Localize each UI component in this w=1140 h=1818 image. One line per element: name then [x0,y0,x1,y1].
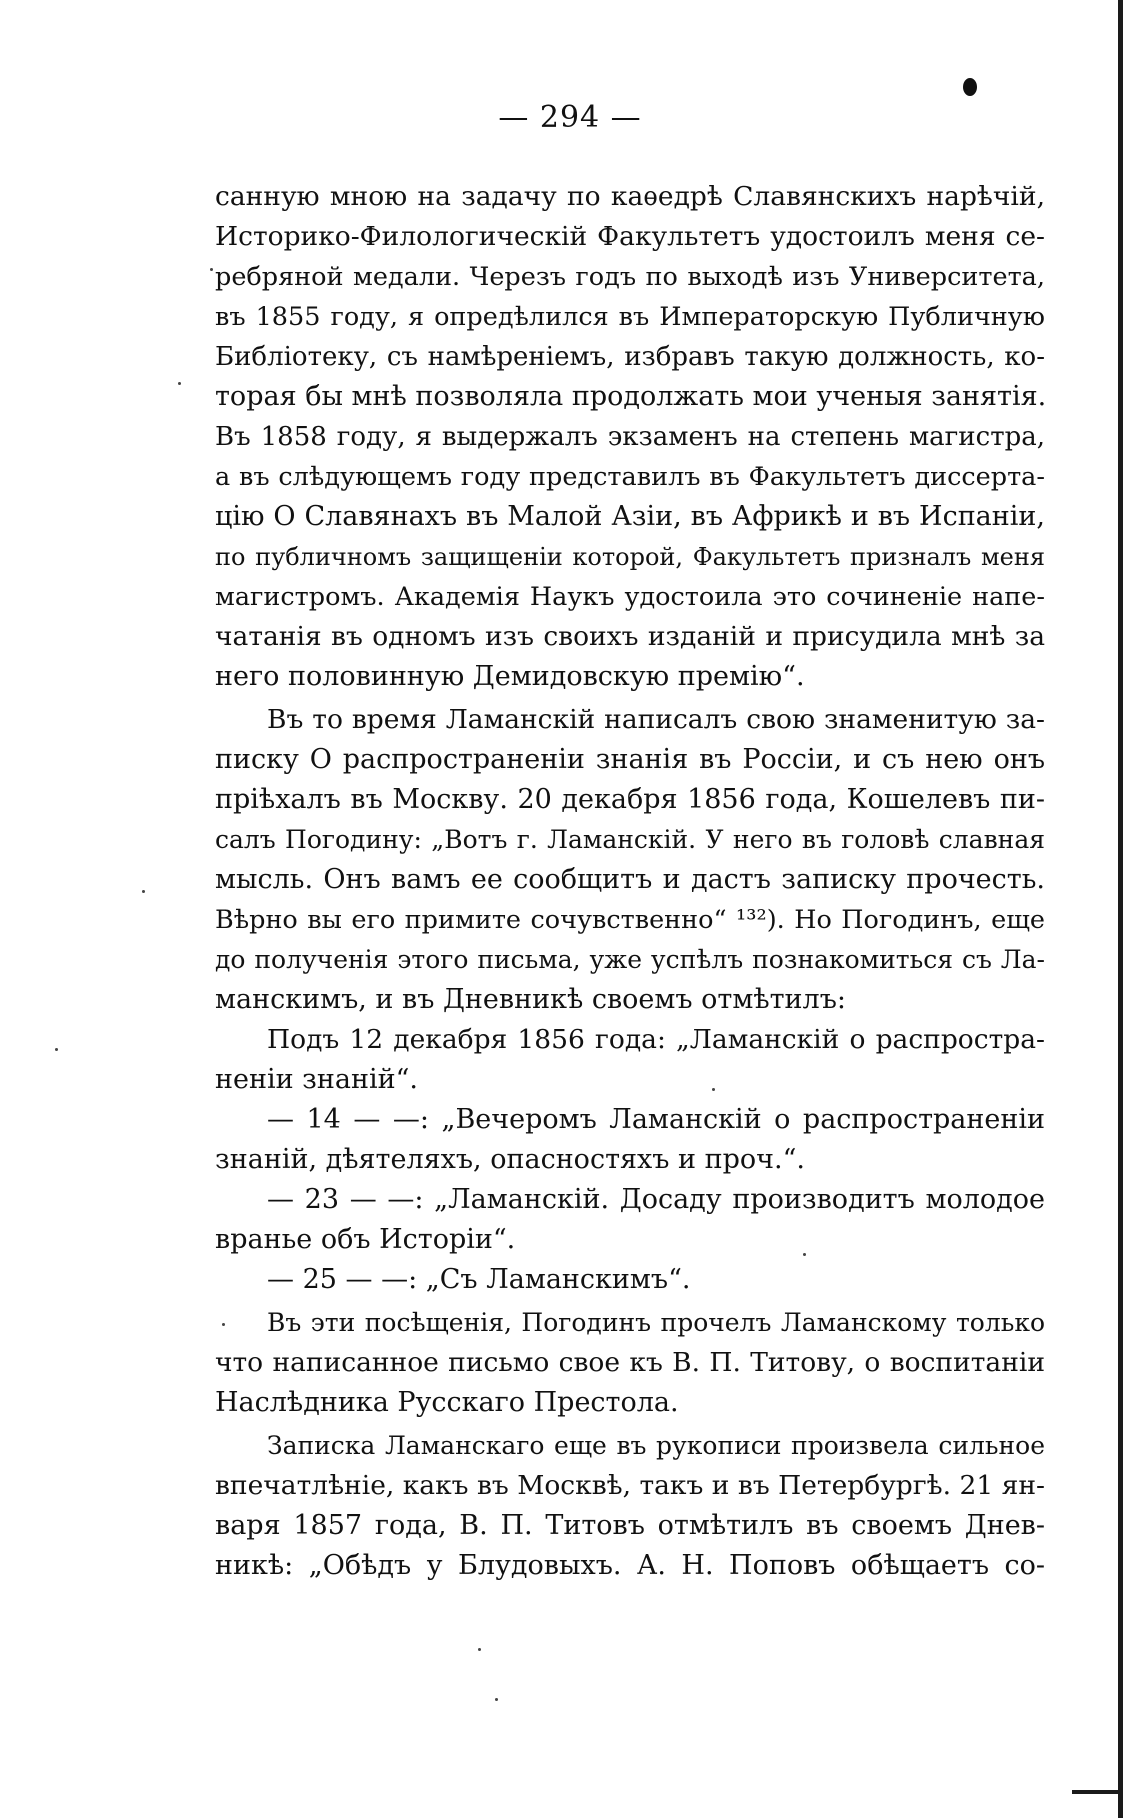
text-line: знаній, дѣятеляхъ, опасностяхъ и проч.“. [215,1144,805,1175]
text-line: варя 1857 года, В. П. Титовъ отмѣтилъ въ своемъ Днев- [215,1510,1045,1541]
text-line: — 25 — —: „Съ Ламанскимъ“. [267,1264,691,1295]
text-line: санную мною на задачу по каѳедрѣ Славянскихъ нарѣчій, [215,181,1045,212]
speck [178,382,181,385]
text-line: мысль. Онъ вамъ ее сообщитъ и дастъ записку прочесть. [215,864,1045,895]
text-line: торая бы мнѣ позволяла продолжать мои ученыя занятія. [215,381,1047,412]
speck [478,1648,481,1651]
ink-blot [963,78,977,96]
page-number: — 294 — [498,100,642,135]
text-line: по публичномъ защищеніи которой, Факультетъ призналъ меня [215,543,1045,571]
text-line: магистромъ. Академія Наукъ удостоила это сочиненіе напе- [215,582,1045,612]
text-line: Записка Ламанскаго еще въ рукописи произвела сильное [267,1431,1045,1460]
speck [55,1048,58,1051]
text-line: никѣ: „Обѣдъ у Блудовыхъ. А. Н. Поповъ обѣщаетъ со- [215,1550,1045,1581]
text-line: Въ то время Ламанскій написалъ свою знаменитую за- [267,704,1045,735]
text-line: манскимъ, и въ Дневникѣ своемъ отмѣтилъ: [215,984,846,1015]
text-line: салъ Погодину: „Вотъ г. Ламанскій. У него въ головѣ славная [215,825,1045,854]
text-line: Вѣрно вы его примите сочувственно“ ¹³²). Но Погодинъ, еще [215,905,1045,935]
text-line: Историко-Филологическій Факультетъ удостоилъ меня се- [215,221,1045,252]
text-line: что написанное письмо свое къ В. П. Титову, о воспитаніи [215,1347,1045,1378]
text-line: Библіотеку, съ намѣреніемъ, избравъ такую должность, ко- [215,342,1045,372]
text-line: въ 1855 году, я опредѣлился въ Императорскую Публичную [215,302,1045,332]
text-line: Наслѣдника Русскаго Престола. [215,1387,679,1418]
text-line: вранье объ Исторіи“. [215,1224,516,1255]
speck [495,1698,498,1701]
text-line: чатанія въ одномъ изъ своихъ изданій и присудила мнѣ за [215,621,1045,652]
page-edge-shadow [1118,0,1123,1818]
text-line: писку О распространеніи знанія въ Россіи, и съ нею онъ [215,744,1045,775]
text-line: цію О Славянахъ въ Малой Азіи, въ Африкѣ и въ Испаніи, [215,501,1045,532]
speck [210,268,213,271]
text-line: Подъ 12 декабря 1856 года: „Ламанскій о распростра- [267,1024,1045,1055]
speck [142,890,145,893]
text-line: пріѣхалъ въ Москву. 20 декабря 1856 года, Кошелевъ пи- [215,784,1045,815]
text-line: Въ эти посѣщенія, Погодинъ прочелъ Ламанскому только [267,1308,1045,1337]
text-line: него половинную Демидовскую премію“. [215,661,805,692]
text-line: впечатлѣніе, какъ въ Москвѣ, такъ и въ Петербургѣ. 21 ян- [215,1470,1045,1501]
text-line: до полученія этого письма, уже успѣлъ познакомиться съ Ла- [215,945,1045,974]
text-line: — 23 — —: „Ламанскій. Досаду производитъ молодое [267,1184,1045,1215]
text-line: — 14 — —: „Вечеромъ Ламанскій о распространеніи [267,1104,1045,1135]
text-line: Въ 1858 году, я выдержалъ экзаменъ на степень магистра, [215,422,1045,452]
text-line: а въ слѣдующемъ году представилъ въ Факультетъ диссерта- [215,462,1045,492]
text-line: неніи знаній“. [215,1064,419,1095]
page-edge-corner [1072,1790,1120,1794]
text-line: ребряной медали. Черезъ годъ по выходѣ изъ Университета, [215,262,1045,292]
